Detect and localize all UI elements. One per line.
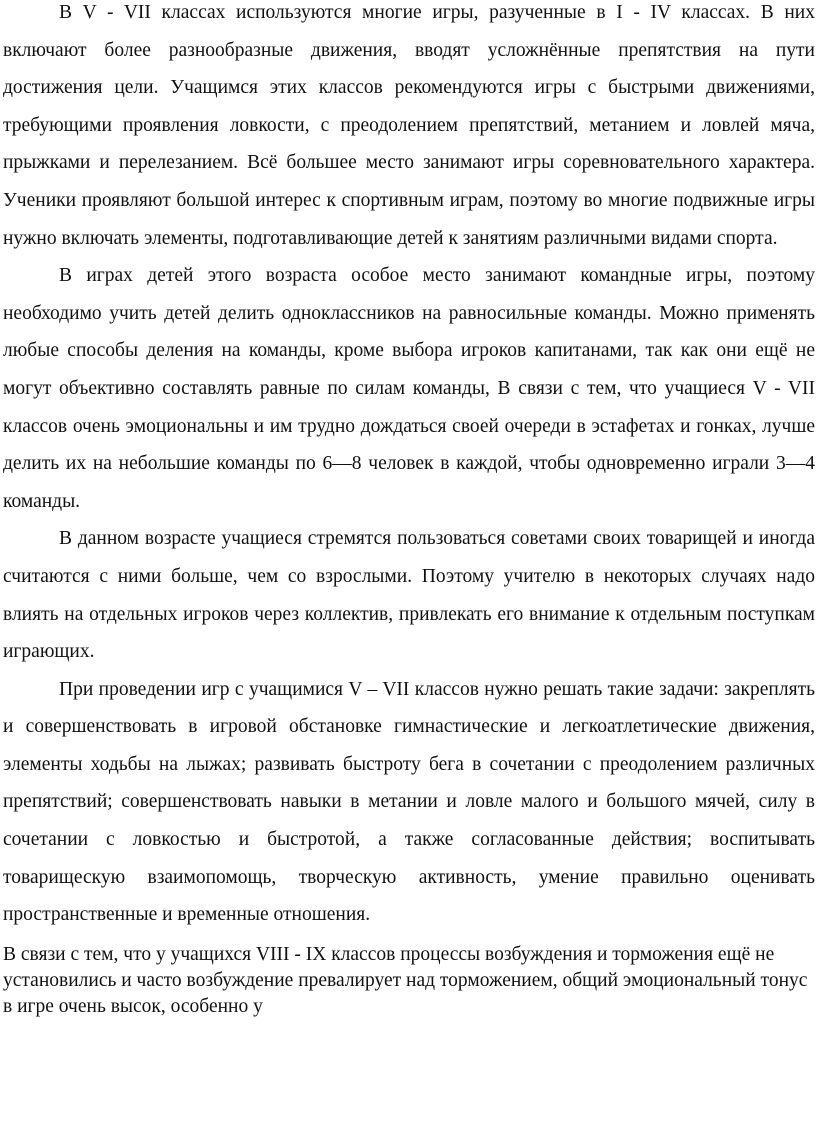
paragraph-team-games: В играх детей этого возраста особое место занимают командные игры, поэтому необходимо учить детей делить одноклассников на равносильные команды. Можно применять любые способы деления на команды, кроме выбора игроков капитанами, так как они ещё не могут объективно составлять равные по силам команды, В связи с тем, что учащиеся V - VII классов очень эмоциональны и им трудно дождаться своей очереди в эстафетах и гонках, лучше делить их на небольшие команды по 6—8 человек в каждой, чтобы одновременно играли 3—4 команды. xyxy=(3,265,815,512)
paragraph-games-grades-5-7: В V - VII классах используются многие игры, разученные в I - IV классах. В них включают более разнообразные движения, вводят усложнённые препятствия на пути достижения цели. Учащимся этих классов рекомендуются игры с быстрыми движениями, требующими проявления ловкости, с преодолением препятствий, метанием и ловлей мяча, прыжками и перелезанием. Всё большее место занимают игры соревновательного характера. Ученики проявляют большой интерес к спортивным играм, поэтому во многие подвижные игры нужно включать элементы, подготавливающие детей к занятиям различными видами спорта. xyxy=(3,2,815,249)
paragraph-peer-influence: В данном возрасте учащиеся стремятся пользоваться советами своих товарищей и иногда считаются с ними больше, чем со взрослыми. Поэтому учителю в некоторых случаях надо влиять на отдельных игроков через коллектив, привлекать его внимание к отдельным поступкам играющих. xyxy=(3,528,815,663)
paragraph-tasks: При проведении игр с учащимися V – VII классов нужно решать такие задачи: закреплять и совершенствовать в игровой обстановке гимнастические и легкоатлетические движения, элементы ходьбы на лыжах; развивать быстроту бега в сочетании с преодолением различных препятствий; совершенствовать навыки в метании и ловле малого и большого мячей, силу в сочетании с ловкостью и быстротой, а также согласованные действия; воспитывать товарищескую взаимопомощь, творческую активность, умение правильно оценивать пространственные и временные отношения. xyxy=(3,678,815,926)
paragraph-grades-8-9: В связи с тем, что у учащихся VIII - IX классов процессы возбуждения и торможения ещё не установились и часто возбуждение превалирует над торможением, общий эмоциональный тонус в игре очень высок, особенно у xyxy=(3,943,808,1017)
